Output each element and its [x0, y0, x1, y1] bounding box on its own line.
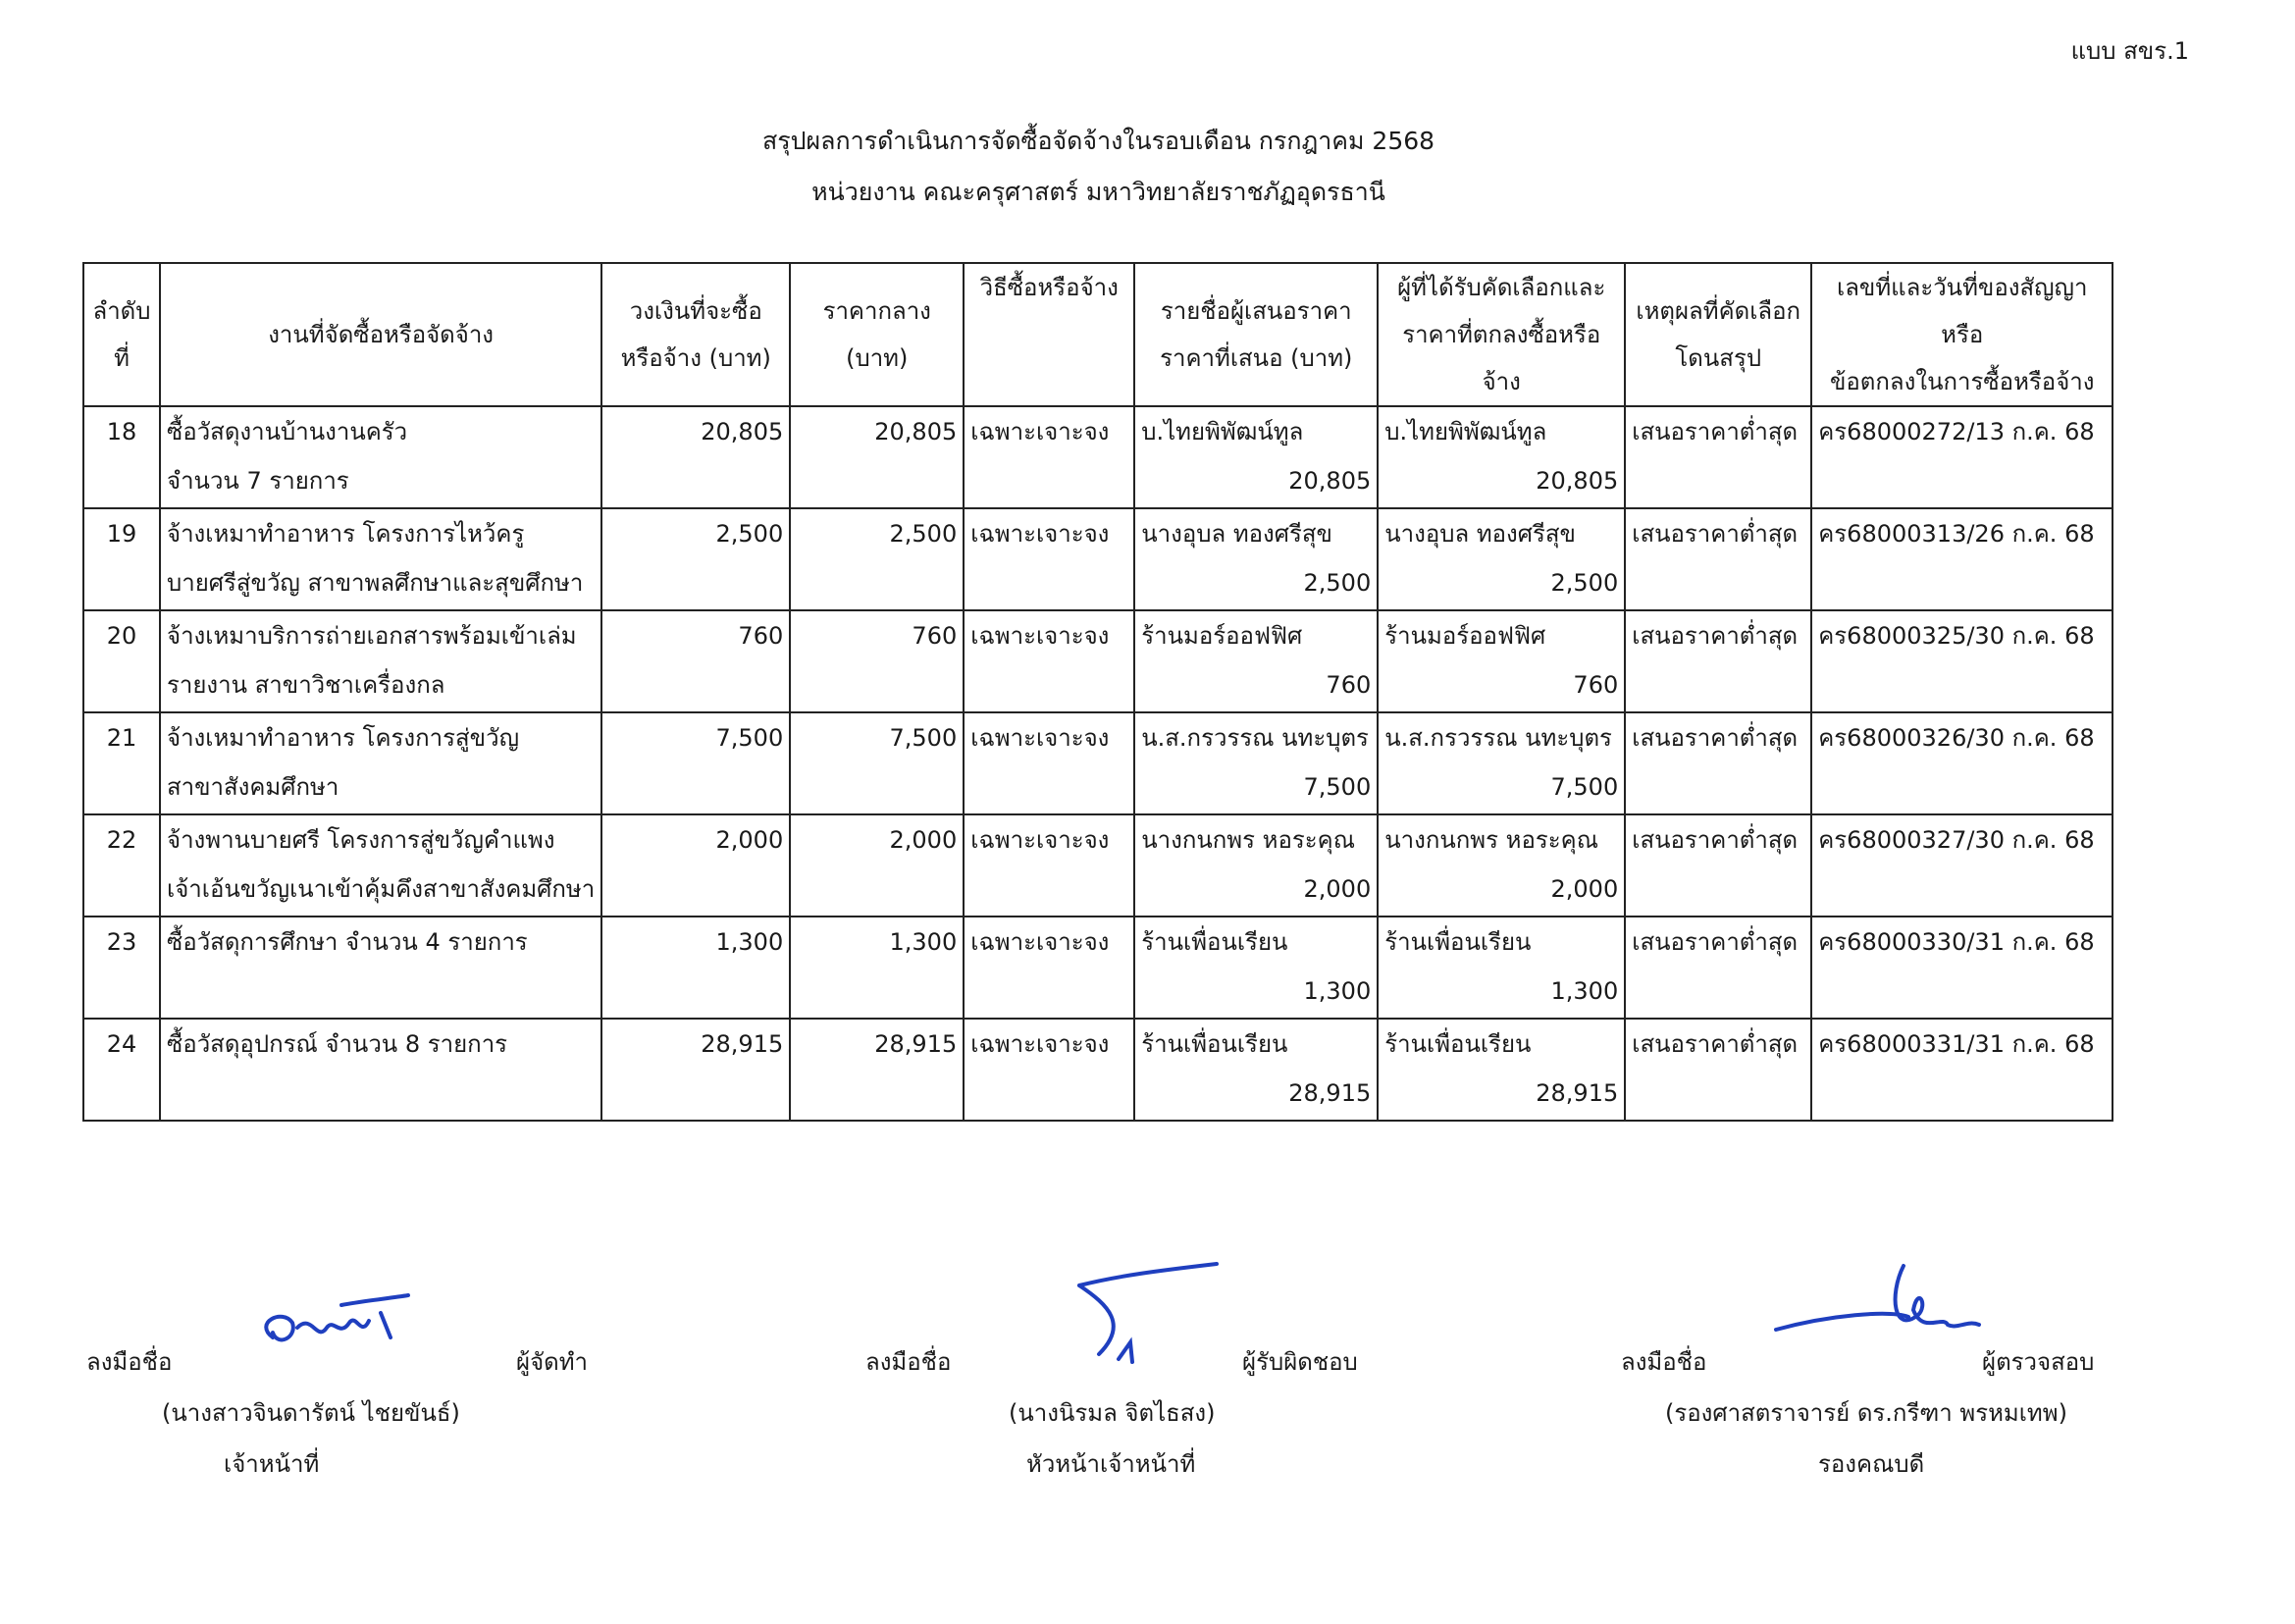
item-description: จ้างพานบายศรี โครงการสู่ขวัญคำแพง เจ้าเอ้นขวัญเนาเข้าคุ้มคึงสาขาสังคมศึกษา: [160, 814, 601, 917]
winning-price: 2,500: [1550, 569, 1619, 597]
item-description: ซื้อวัสดุการศึกษา จำนวน 4 รายการ: [160, 917, 601, 1019]
form-code: แบบ สขร.1: [2070, 37, 2189, 65]
winner-cell: [1378, 610, 1625, 712]
bid-price: 760: [1326, 671, 1372, 699]
signature-label-2: ลงมือชื่อ: [865, 1348, 952, 1376]
bidder-cell: [1134, 508, 1378, 610]
selection-reason: เสนอราคาต่ำสุด: [1625, 508, 1811, 610]
table-row: [83, 712, 2112, 814]
winning-price: 20,805: [1536, 467, 1619, 495]
bid-price: 20,805: [1288, 467, 1372, 495]
header-item: งานที่จัดซื้อหรือจัดจ้าง: [160, 263, 601, 406]
item-description: จ้างเหมาทำอาหาร โครงการไหว้ครู บายศรีสู่ขวัญ สาขาพลศึกษาและสุขศึกษา: [160, 508, 601, 610]
item-description: จ้างเหมาบริการถ่ายเอกสารพร้อมเข้าเล่ม รายงาน สาขาวิชาเครื่องกล: [160, 610, 601, 712]
bid-price: 2,000: [1303, 875, 1372, 903]
contract-reference: คร68000331/31 ก.ค. 68: [1811, 1019, 2112, 1121]
contract-reference: คร68000313/26 ก.ค. 68: [1811, 508, 2112, 610]
procurement-method: เฉพาะเจาะจง: [964, 712, 1134, 814]
bidder-name: ร้านเพื่อนเรียน: [1141, 928, 1288, 956]
contract-reference: คร68000272/13 ก.ค. 68: [1811, 406, 2112, 508]
bidder-cell: [1134, 712, 1378, 814]
bid-price: 7,500: [1303, 773, 1372, 801]
table-row: [83, 610, 2112, 712]
contract-reference: คร68000327/30 ก.ค. 68: [1811, 814, 2112, 917]
item-description: ซื้อวัสดุงานบ้านงานครัว จำนวน 7 รายการ: [160, 406, 601, 508]
median-price: 28,915: [790, 1019, 964, 1121]
budget-amount: 2,500: [601, 508, 790, 610]
row-number: 19: [83, 508, 160, 610]
header-winner: ผู้ที่ได้รับคัดเลือกและ ราคาที่ตกลงซื้อหรือจ้าง: [1378, 263, 1625, 406]
procurement-method: เฉพาะเจาะจง: [964, 917, 1134, 1019]
winner-cell: [1378, 917, 1625, 1019]
signer-position-1: เจ้าหน้าที่: [224, 1450, 320, 1478]
signer-name-1: (นางสาวจินดารัตน์ ไชยขันธ์): [162, 1399, 460, 1427]
table-header-row: [83, 263, 2112, 406]
selection-reason: เสนอราคาต่ำสุด: [1625, 712, 1811, 814]
bid-price: 1,300: [1303, 977, 1372, 1005]
bidder-cell: [1134, 610, 1378, 712]
median-price: 7,500: [790, 712, 964, 814]
selection-reason: เสนอราคาต่ำสุด: [1625, 1019, 1811, 1121]
winner-name: ร้านมอร์ออฟฟิศ: [1384, 622, 1546, 650]
selection-reason: เสนอราคาต่ำสุด: [1625, 610, 1811, 712]
winner-cell: [1378, 712, 1625, 814]
median-price: 1,300: [790, 917, 964, 1019]
signer-name-2: (นางนิรมล จิตไธสง): [1009, 1399, 1216, 1427]
signature-role-3: ผู้ตรวจสอบ: [1982, 1348, 2095, 1376]
winner-cell: [1378, 508, 1625, 610]
procurement-method: เฉพาะเจาะจง: [964, 508, 1134, 610]
selection-reason: เสนอราคาต่ำสุด: [1625, 917, 1811, 1019]
handwritten-signature-1: [243, 1293, 410, 1362]
budget-amount: 760: [601, 610, 790, 712]
row-number: 24: [83, 1019, 160, 1121]
bidder-name: น.ส.กรวรรณ นทะบุตร: [1141, 724, 1369, 752]
signature-label-1: ลงมือชื่อ: [86, 1348, 173, 1376]
winner-name: บ.ไทยพิพัฒน์ทูล: [1384, 418, 1547, 445]
winning-price: 7,500: [1550, 773, 1619, 801]
row-number: 20: [83, 610, 160, 712]
winning-price: 1,300: [1550, 977, 1619, 1005]
budget-amount: 20,805: [601, 406, 790, 508]
contract-reference: คร68000330/31 ก.ค. 68: [1811, 917, 2112, 1019]
signature-label-3: ลงมือชื่อ: [1621, 1348, 1707, 1376]
row-number: 21: [83, 712, 160, 814]
median-price: 20,805: [790, 406, 964, 508]
winning-price: 2,000: [1550, 875, 1619, 903]
row-number: 22: [83, 814, 160, 917]
procurement-method: เฉพาะเจาะจง: [964, 814, 1134, 917]
bidder-cell: [1134, 1019, 1378, 1121]
winner-name: ร้านเพื่อนเรียน: [1384, 928, 1532, 956]
signature-role-2: ผู้รับผิดชอบ: [1242, 1348, 1358, 1376]
winner-name: นางอุบล ทองศรีสุข: [1384, 520, 1576, 548]
winner-name: ร้านเพื่อนเรียน: [1384, 1030, 1532, 1058]
header-median-price: ราคากลาง (บาท): [790, 263, 964, 406]
budget-amount: 1,300: [601, 917, 790, 1019]
table-row: [83, 406, 2112, 508]
bidder-cell: [1134, 406, 1378, 508]
handwritten-signature-3: [1771, 1256, 1982, 1354]
budget-amount: 2,000: [601, 814, 790, 917]
budget-amount: 7,500: [601, 712, 790, 814]
selection-reason: เสนอราคาต่ำสุด: [1625, 406, 1811, 508]
item-description: ซื้อวัสดุอุปกรณ์ จำนวน 8 รายการ: [160, 1019, 601, 1121]
winner-name: น.ส.กรวรรณ นทะบุตร: [1384, 724, 1612, 752]
table-row: [83, 917, 2112, 1019]
document-title: สรุปผลการดำเนินการจัดซื้อจัดจ้างในรอบเดือน กรกฎาคม 2568: [761, 127, 1435, 155]
header-budget: วงเงินที่จะซื้อ หรือจ้าง (บาท): [601, 263, 790, 406]
bidder-cell: [1134, 917, 1378, 1019]
bidder-name: นางกนกพร หอระคุณ: [1141, 826, 1355, 854]
procurement-method: เฉพาะเจาะจง: [964, 610, 1134, 712]
median-price: 2,500: [790, 508, 964, 610]
winning-price: 760: [1573, 671, 1619, 699]
procurement-method: เฉพาะเจาะจง: [964, 1019, 1134, 1121]
contract-reference: คร68000325/30 ก.ค. 68: [1811, 610, 2112, 712]
document-subtitle: หน่วยงาน คณะครุศาสตร์ มหาวิทยาลัยราชภัฏอุดรธานี: [811, 178, 1385, 206]
selection-reason: เสนอราคาต่ำสุด: [1625, 814, 1811, 917]
budget-amount: 28,915: [601, 1019, 790, 1121]
item-description: จ้างเหมาทำอาหาร โครงการสู่ขวัญ สาขาสังคมศึกษา: [160, 712, 601, 814]
table-row: [83, 814, 2112, 917]
row-number: 23: [83, 917, 160, 1019]
signature-role-1: ผู้จัดทำ: [516, 1348, 589, 1376]
bidder-cell: [1134, 814, 1378, 917]
winning-price: 28,915: [1536, 1079, 1619, 1107]
header-bidders: รายชื่อผู้เสนอราคา ราคาที่เสนอ (บาท): [1134, 263, 1378, 406]
header-reason: เหตุผลที่คัดเลือก โดนสรุป: [1625, 263, 1811, 406]
median-price: 760: [790, 610, 964, 712]
winner-cell: [1378, 1019, 1625, 1121]
signer-position-3: รองคณบดี: [1818, 1450, 1925, 1478]
bidder-name: นางอุบล ทองศรีสุข: [1141, 520, 1332, 548]
table-row: [83, 508, 2112, 610]
winner-cell: [1378, 406, 1625, 508]
contract-reference: คร68000326/30 ก.ค. 68: [1811, 712, 2112, 814]
bidder-name: บ.ไทยพิพัฒน์ทูล: [1141, 418, 1304, 445]
header-contract: เลขที่และวันที่ของสัญญาหรือ ข้อตกลงในการซื้อหรือจ้าง: [1811, 263, 2112, 406]
winner-cell: [1378, 814, 1625, 917]
signer-name-3: (รองศาสตราจารย์ ดร.กรีฑา พรหมเทพ): [1665, 1399, 2067, 1427]
handwritten-signature-2: [1060, 1256, 1226, 1374]
bidder-name: ร้านเพื่อนเรียน: [1141, 1030, 1288, 1058]
procurement-table: [82, 262, 2113, 1122]
table-row: [83, 1019, 2112, 1121]
winner-name: นางกนกพร หอระคุณ: [1384, 826, 1598, 854]
bidder-name: ร้านมอร์ออฟฟิศ: [1141, 622, 1303, 650]
median-price: 2,000: [790, 814, 964, 917]
bid-price: 2,500: [1303, 569, 1372, 597]
header-no: ลำดับ ที่: [83, 263, 160, 406]
header-method: วิธีซื้อหรือจ้าง: [964, 263, 1134, 406]
bid-price: 28,915: [1288, 1079, 1372, 1107]
procurement-method: เฉพาะเจาะจง: [964, 406, 1134, 508]
signer-position-2: หัวหน้าเจ้าหน้าที่: [1026, 1450, 1196, 1478]
row-number: 18: [83, 406, 160, 508]
